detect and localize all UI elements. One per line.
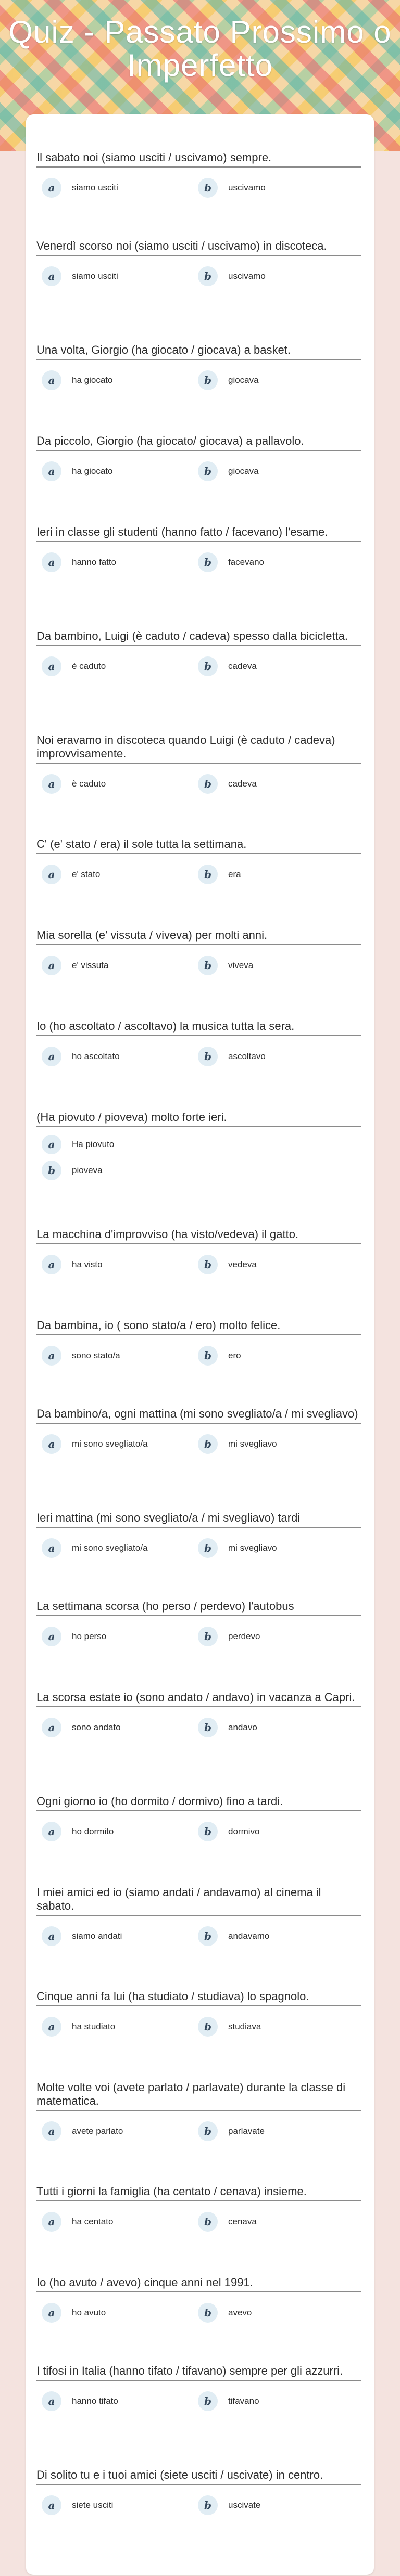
option-letter-badge: b [198, 956, 218, 975]
option-label: siamo andati [72, 1931, 122, 1941]
option-label: è caduto [72, 661, 106, 671]
option-label: è caduto [72, 779, 106, 789]
question-text: Da bambino/a, ogni mattina (mi sono svegliato/a / mi svegliavo) [36, 1407, 361, 1424]
question-17 [36, 1691, 361, 1744]
option-label: era [228, 869, 241, 879]
question-21 [36, 2081, 361, 2147]
answer-options [36, 1041, 361, 1073]
option-label: ero [228, 1350, 241, 1360]
answer-options [36, 859, 361, 891]
question-text: Da piccolo, Giorgio (ha giocato/ giocava) a pallavolo. [36, 434, 361, 451]
question-text: Di solito tu e i tuoi amici (siete usciti / uscivate) in centro. [36, 2468, 361, 2485]
question-text: C' (e' stato / era) il sole tutta la settimana. [36, 838, 361, 854]
option-label: ha giocato [72, 375, 113, 385]
option-label: ho perso [72, 1631, 107, 1641]
option-letter-badge: b [198, 1718, 218, 1737]
option-letter-badge: a [42, 956, 61, 975]
answer-options [36, 1921, 361, 1952]
option-label: uscivamo [228, 183, 266, 192]
option-b[interactable] [198, 1434, 277, 1454]
answer-options [36, 1250, 361, 1281]
option-letter-badge: a [42, 774, 61, 794]
option-label: hanno fatto [72, 557, 117, 567]
answer-options [36, 1533, 361, 1564]
option-letter-badge: b [198, 1538, 218, 1558]
option-letter-badge: a [42, 2391, 61, 2411]
option-b[interactable] [198, 2303, 252, 2323]
option-b[interactable] [198, 1926, 269, 1946]
answer-options [36, 365, 361, 396]
answer-options [36, 547, 361, 578]
question-7 [36, 733, 361, 800]
question-text: La scorsa estate io (sono andato / andavo) in vacanza a Capri. [36, 1691, 361, 1707]
option-b[interactable] [198, 865, 241, 884]
question-11 [36, 1111, 361, 1187]
option-label: avevo [228, 2308, 252, 2317]
option-a[interactable] [42, 1047, 120, 1066]
option-label: hanno tifato [72, 2396, 118, 2406]
option-label: facevano [228, 557, 264, 567]
question-text: Una volta, Giorgio (ha giocato / giocava) a basket. [36, 343, 361, 360]
option-a[interactable] [42, 2121, 123, 2141]
option-b[interactable] [198, 2391, 259, 2411]
question-9 [36, 929, 361, 982]
option-label: avete parlato [72, 2126, 123, 2136]
question-text: Mia sorella (e' vissuta / viveva) per molti anni. [36, 929, 361, 945]
option-b[interactable] [198, 774, 257, 794]
option-label: e' stato [72, 869, 101, 879]
option-a[interactable] [42, 1538, 148, 1558]
option-label: giocava [228, 466, 259, 476]
option-letter-badge: a [42, 2212, 61, 2232]
option-label: ha studiato [72, 2021, 116, 2031]
option-letter-badge: b [198, 2017, 218, 2037]
option-label: cadeva [228, 661, 257, 671]
option-b[interactable] [198, 2212, 257, 2232]
option-b[interactable] [198, 1718, 257, 1737]
question-4 [36, 434, 361, 487]
question-10 [36, 1020, 361, 1073]
question-15 [36, 1511, 361, 1564]
question-text: Io (ho ascoltato / ascoltavo) la musica tutta la sera. [36, 1020, 361, 1036]
option-letter-badge: a [42, 1434, 61, 1454]
option-a[interactable] [42, 774, 106, 794]
option-b[interactable] [198, 178, 266, 198]
answer-options [36, 2207, 361, 2238]
question-6 [36, 629, 361, 682]
option-letter-badge: b [198, 178, 218, 198]
question-12 [36, 1228, 361, 1281]
question-text: Molte volte voi (avete parlato / parlavate) durante la classe di matematica. [36, 2081, 361, 2111]
option-label: viveva [228, 960, 254, 970]
option-letter-badge: a [42, 2303, 61, 2323]
option-label: mi sono svegliato/a [72, 1543, 148, 1553]
question-text: Ieri mattina (mi sono svegliato/a / mi svegliavo) tardi [36, 1511, 361, 1528]
option-letter-badge: b [198, 1255, 218, 1274]
answer-options [36, 261, 361, 292]
question-8 [36, 838, 361, 891]
option-label: giocava [228, 375, 259, 385]
option-a[interactable] [42, 1822, 114, 1841]
option-letter-badge: b [198, 656, 218, 676]
answer-options [36, 950, 361, 982]
option-letter-badge: b [42, 1161, 61, 1180]
question-text: Io (ho avuto / avevo) cinque anni nel 1991. [36, 2276, 361, 2292]
option-b[interactable] [198, 1822, 259, 1841]
question-text: Da bambino, Luigi (è caduto / cadeva) spesso dalla bicicletta. [36, 629, 361, 646]
question-text: I tifosi in Italia (hanno tifato / tifavano) sempre per gli azzurri. [36, 2364, 361, 2381]
answer-options [36, 769, 361, 800]
option-label: perdevo [228, 1631, 260, 1641]
option-letter-badge: a [42, 2495, 61, 2515]
answer-options [36, 2490, 361, 2521]
option-a[interactable] [42, 1627, 106, 1646]
option-letter-badge: b [198, 552, 218, 572]
option-letter-badge: b [198, 1926, 218, 1946]
option-letter-badge: b [198, 2303, 218, 2323]
option-a[interactable] [42, 2391, 118, 2411]
option-letter-badge: a [42, 1627, 61, 1646]
question-text: La macchina d'improvviso (ha visto/vedeva) il gatto. [36, 1228, 361, 1244]
option-a[interactable] [42, 956, 108, 975]
option-label: mi sono svegliato/a [72, 1439, 148, 1449]
option-label: siamo usciti [72, 183, 118, 192]
option-label: tifavano [228, 2396, 259, 2406]
option-letter-badge: a [42, 1926, 61, 1946]
question-18 [36, 1795, 361, 1848]
option-letter-badge: a [42, 266, 61, 286]
option-letter-badge: a [42, 1538, 61, 1558]
option-letter-badge: a [42, 1822, 61, 1841]
option-letter-badge: a [42, 1346, 61, 1366]
option-letter-badge: b [198, 2121, 218, 2141]
question-14 [36, 1407, 361, 1460]
option-letter-badge: b [198, 370, 218, 390]
question-text: La settimana scorsa (ho perso / perdevo) l'autobus [36, 1600, 361, 1616]
option-label: mi svegliavo [228, 1543, 277, 1553]
option-a[interactable] [42, 461, 113, 481]
option-a[interactable] [42, 1434, 148, 1454]
option-label: siete usciti [72, 2500, 114, 2510]
option-b[interactable] [198, 656, 257, 676]
question-text: (Ha piovuto / pioveva) molto forte ieri. [36, 1111, 361, 1127]
question-text: Cinque anni fa lui (ha studiato / studiava) lo spagnolo. [36, 1990, 361, 2006]
option-b[interactable] [198, 552, 264, 572]
option-b[interactable] [198, 370, 259, 390]
option-b[interactable] [198, 956, 253, 975]
answer-options [36, 1132, 361, 1187]
option-label: ho ascoltato [72, 1051, 120, 1061]
option-label: ha giocato [72, 466, 113, 476]
question-text: Tutti i giorni la famiglia (ha centato / cenava) insieme. [36, 2185, 361, 2201]
option-a[interactable] [42, 1135, 114, 1154]
option-a[interactable] [42, 178, 118, 198]
question-text: Da bambina, io ( sono stato/a / ero) molto felice. [36, 1319, 361, 1335]
option-letter-badge: a [42, 1135, 61, 1154]
option-letter-badge: a [42, 178, 61, 198]
option-label: cenava [228, 2217, 257, 2226]
option-b[interactable] [198, 1627, 260, 1646]
question-22 [36, 2185, 361, 2238]
question-text: Ieri in classe gli studenti (hanno fatto / facevano) l'esame. [36, 525, 361, 542]
question-24 [36, 2364, 361, 2417]
answer-options [36, 2298, 361, 2329]
option-a[interactable] [42, 2017, 115, 2037]
question-16 [36, 1600, 361, 1653]
answer-options [36, 173, 361, 204]
option-letter-badge: b [198, 1434, 218, 1454]
option-letter-badge: b [198, 865, 218, 884]
question-1 [36, 151, 361, 204]
option-label: parlavate [228, 2126, 265, 2136]
option-letter-badge: b [198, 1822, 218, 1841]
option-letter-badge: a [42, 552, 61, 572]
option-label: siamo usciti [72, 271, 118, 281]
option-label: sono stato/a [72, 1350, 120, 1360]
question-25 [36, 2468, 361, 2521]
option-a[interactable] [42, 552, 116, 572]
option-a[interactable] [42, 1926, 122, 1946]
question-text: Ogni giorno io (ho dormito / dormivo) fino a tardi. [36, 1795, 361, 1811]
option-letter-badge: a [42, 656, 61, 676]
question-19 [36, 1886, 361, 1952]
question-13 [36, 1319, 361, 1372]
option-letter-badge: b [198, 2495, 218, 2515]
option-letter-badge: b [198, 1346, 218, 1366]
question-5 [36, 525, 361, 578]
option-letter-badge: b [198, 2212, 218, 2232]
option-b[interactable] [198, 1047, 266, 1066]
question-text: Noi eravamo in discoteca quando Luigi (è caduto / cadeva) improvvisamente. [36, 733, 361, 764]
option-label: sono andato [72, 1722, 121, 1732]
option-letter-badge: a [42, 1718, 61, 1737]
option-b[interactable] [198, 2017, 261, 2037]
page-title: Quiz - Passato Prossimo o Imperfetto [8, 15, 392, 83]
option-letter-badge: a [42, 461, 61, 481]
option-b[interactable] [198, 2121, 265, 2141]
option-letter-badge: b [198, 461, 218, 481]
option-b[interactable] [42, 1161, 103, 1180]
option-label: e' vissuta [72, 960, 109, 970]
option-a[interactable] [42, 1255, 103, 1274]
answer-options [36, 456, 361, 487]
option-letter-badge: a [42, 2017, 61, 2037]
option-label: ho dormito [72, 1826, 114, 1836]
question-3 [36, 343, 361, 396]
option-label: dormivo [228, 1826, 260, 1836]
option-letter-badge: a [42, 370, 61, 390]
option-a[interactable] [42, 656, 106, 676]
answer-options [36, 2386, 361, 2417]
option-label: mi svegliavo [228, 1439, 277, 1449]
option-b[interactable] [198, 266, 266, 286]
question-20 [36, 1990, 361, 2043]
answer-options [36, 2012, 361, 2043]
option-label: uscivate [228, 2500, 261, 2510]
question-text: Venerdì scorso noi (siamo usciti / uscivamo) in discoteca. [36, 239, 361, 256]
answer-options [36, 651, 361, 682]
option-label: ha visto [72, 1259, 103, 1269]
answer-options [36, 2116, 361, 2147]
option-letter-badge: a [42, 2121, 61, 2141]
option-a[interactable] [42, 266, 118, 286]
question-23 [36, 2276, 361, 2329]
option-a[interactable] [42, 370, 113, 390]
option-b[interactable] [198, 1346, 241, 1366]
answer-options [36, 1429, 361, 1460]
option-label: pioveva [72, 1165, 103, 1175]
option-label: uscivamo [228, 271, 266, 281]
option-label: Ha piovuto [72, 1139, 115, 1149]
option-b[interactable] [198, 461, 259, 481]
question-text: I miei amici ed io (siamo andati / andavamo) al cinema il sabato. [36, 1886, 361, 1916]
option-a[interactable] [42, 2303, 106, 2323]
option-a[interactable] [42, 865, 100, 884]
option-label: andavamo [228, 1931, 270, 1941]
answer-options [36, 1712, 361, 1744]
option-b[interactable] [198, 1538, 277, 1558]
option-label: ascoltavo [228, 1051, 266, 1061]
option-letter-badge: a [42, 1255, 61, 1274]
option-label: cadeva [228, 779, 257, 789]
option-b[interactable] [198, 2495, 260, 2515]
option-letter-badge: b [198, 2391, 218, 2411]
option-label: studiava [228, 2021, 261, 2031]
option-letter-badge: b [198, 1047, 218, 1066]
option-a[interactable] [42, 1718, 121, 1737]
option-letter-badge: b [198, 1627, 218, 1646]
option-letter-badge: b [198, 774, 218, 794]
option-a[interactable] [42, 2212, 113, 2232]
question-text: Il sabato noi (siamo usciti / uscivamo) sempre. [36, 151, 361, 168]
option-label: vedeva [228, 1259, 257, 1269]
answer-options [36, 1621, 361, 1653]
option-a[interactable] [42, 2495, 113, 2515]
option-letter-badge: a [42, 1047, 61, 1066]
answer-options [36, 1341, 361, 1372]
option-letter-badge: b [198, 266, 218, 286]
option-label: andavo [228, 1722, 257, 1732]
answer-options [36, 1817, 361, 1848]
option-a[interactable] [42, 1346, 120, 1366]
option-b[interactable] [198, 1255, 257, 1274]
option-label: ha centato [72, 2217, 114, 2226]
option-letter-badge: a [42, 865, 61, 884]
option-label: ho avuto [72, 2308, 106, 2317]
question-2 [36, 239, 361, 292]
